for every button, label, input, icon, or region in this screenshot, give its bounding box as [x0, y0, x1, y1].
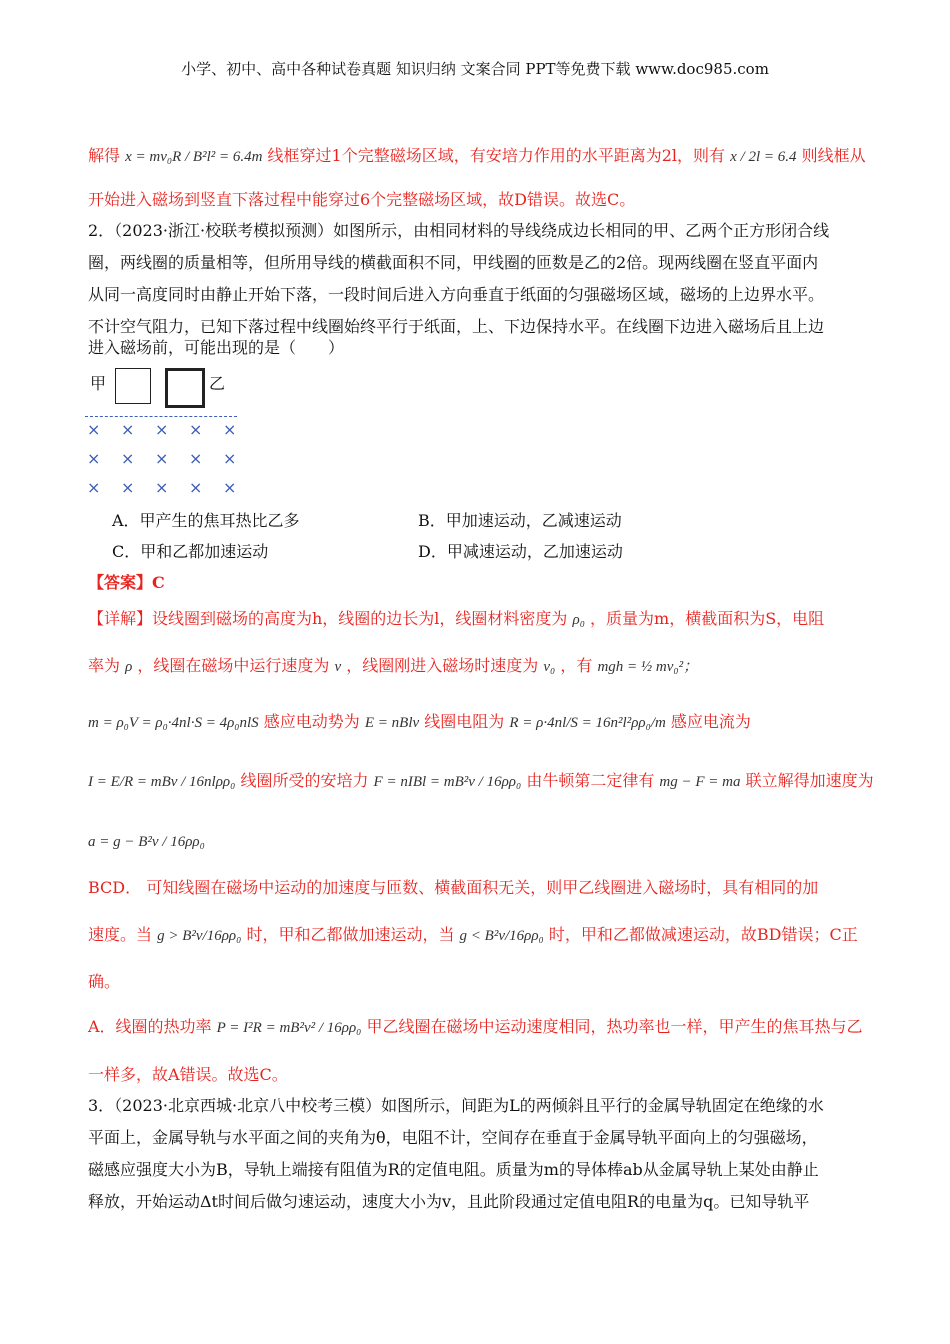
field-cross-icon: ×: [189, 478, 203, 497]
detail-text: ，线圈在磁场中运行速度为: [137, 656, 330, 675]
equation-condition-gt: g > B²v/16ρρ₀: [157, 928, 242, 944]
solution-text: 解得: [88, 146, 121, 165]
coil-yi: [165, 368, 205, 408]
detail-text: ，线圈刚进入磁场时速度为: [346, 656, 539, 675]
symbol-v: v: [334, 659, 342, 675]
field-cross-icon: ×: [87, 420, 101, 439]
field-cross-icon: ×: [121, 420, 135, 439]
detail-text: 时，甲和乙都做加速运动，当: [246, 925, 455, 944]
detail-text: 线圈所受的安培力: [240, 771, 369, 790]
detail-text: 感应电流为: [670, 712, 751, 731]
detail-line-8: 确。: [88, 972, 121, 991]
detail-line-9: [88, 1016, 863, 1039]
label-yi: 乙: [209, 374, 226, 393]
equation-condition-lt: g < B²v/16ρρ₀: [459, 928, 544, 944]
question-3-line-1: 3．（2023·北京西城·北京八中校考三模）如图所示，间距为L的两倾斜且平行的金属导轨固定在绝缘的水: [88, 1096, 824, 1115]
question-2-line-3: 从同一高度同时由静止开始下落，一段时间后进入方向垂直于纸面的匀强磁场区域，磁场的上边界水平。: [88, 285, 825, 304]
detail-text: 联立解得加速度为: [745, 771, 874, 790]
field-cross-icon: ×: [121, 449, 135, 468]
equation-ratio: x / 2l = 6.4: [730, 149, 797, 165]
option-b: B．甲加速运动，乙减速运动: [418, 511, 622, 530]
detail-text: 甲乙线圈在磁场中运动速度相同，热功率也一样，甲产生的焦耳热与乙: [366, 1017, 863, 1036]
solution-line-1: [88, 145, 866, 168]
detail-line-4: [88, 770, 874, 793]
detail-text: 时，甲和乙都做减速运动，故BD错误；C正: [548, 925, 858, 944]
equation-newton: mg − F = ma: [659, 774, 741, 790]
detail-text: 感应电动势为: [263, 712, 360, 731]
label-jia: 甲: [90, 374, 107, 393]
field-cross-icon: ×: [87, 478, 101, 497]
equation-emf: E = nBlv: [364, 715, 420, 731]
question-3-line-3: 磁感应强度大小为B，导轨上端接有阻值为R的定值电阻。质量为m的导体棒ab从金属导轨上某处由静止: [88, 1160, 819, 1179]
answer: 【答案】C: [88, 573, 165, 592]
field-cross-icon: ×: [223, 420, 237, 439]
detail-line-10: 一样多，故A错误。故选C。: [88, 1065, 288, 1084]
detail-text: 【详解】设线圈到磁场的高度为h，线圈的边长为l，线圈材料密度为: [88, 609, 568, 628]
equation-heat-power: P = I²R = mB²v² / 16ρρ₀: [216, 1020, 362, 1036]
equation-force: F = nIBl = mB²v / 16ρρ₀: [373, 774, 522, 790]
detail-line-6: BCD． 可知线圈在磁场中运动的加速度与匝数、横截面积无关，则甲乙线圈进入磁场时，具有相同的加: [88, 878, 819, 897]
detail-text: 率为: [88, 656, 121, 675]
field-cross-icon: ×: [189, 449, 203, 468]
question-2-line-4: 不计空气阻力，已知下落过程中线圈始终平行于纸面，上、下边保持水平。在线圈下边进入磁场后且上边: [88, 317, 825, 336]
detail-line-2: [88, 655, 698, 678]
question-2-line-5: 进入磁场前，可能出现的是（ ）: [88, 338, 345, 357]
coil-figure: [85, 365, 245, 500]
field-cross-icon: ×: [223, 478, 237, 497]
option-c: C．甲和乙都加速运动: [112, 542, 269, 561]
coil-jia: [115, 368, 151, 404]
page-header: 小学、初中、高中各种试卷真题 知识归纳 文案合同 PPT等免费下载 www.doc985.com: [181, 60, 769, 78]
option-a: A．甲产生的焦耳热比乙多: [112, 511, 300, 530]
detail-text: A．线圈的热功率: [88, 1017, 212, 1036]
field-cross-icon: ×: [121, 478, 135, 497]
field-cross-icon: ×: [155, 420, 169, 439]
equation-mass: m = ρ₀V = ρ₀·4nl·S = 4ρ₀nlS: [88, 715, 259, 731]
equation-resistance: R = ρ·4nl/S = 16n²l²ρρ₀/m: [509, 715, 666, 731]
field-cross-icon: ×: [155, 449, 169, 468]
detail-line-5: [88, 830, 205, 853]
equation-energy: mgh = ½ mv₀²；: [597, 659, 699, 675]
detail-line-3: [88, 711, 751, 734]
question-3-line-2: 平面上，金属导轨与水平面之间的夹角为θ，电阻不计，空间存在垂直于金属导轨平面向上的匀强磁场，: [88, 1128, 818, 1147]
solution-text: 则线框从: [801, 146, 866, 165]
detail-text: 速度。当: [88, 925, 153, 944]
equation-current: I = E/R = mBv / 16nlρρ₀: [88, 774, 236, 790]
symbol-v0: v₀: [543, 659, 556, 675]
solution-text: 线框穿过1个完整磁场区域，有安培力作用的水平距离为2l，则有: [267, 146, 726, 165]
symbol-rho0: ρ₀: [572, 612, 585, 628]
field-cross-icon: ×: [189, 420, 203, 439]
question-2-line-1: 2．（2023·浙江·校联考模拟预测）如图所示，由相同材料的导线绕成边长相同的甲、乙两个正方形闭合线: [88, 221, 830, 240]
detail-text: ，有: [560, 656, 593, 675]
equation-acceleration: a = g − B²v / 16ρρ₀: [88, 834, 205, 850]
detail-text: ，质量为m，横截面积为S，电阻: [590, 609, 825, 628]
solution-line-2: 开始进入磁场到竖直下落过程中能穿过6个完整磁场区域，故D错误。故选C。: [88, 190, 636, 209]
option-d: D．甲减速运动，乙加速运动: [418, 542, 623, 561]
equation-x: x = mv₀R / B²l² = 6.4m: [125, 149, 263, 165]
field-cross-icon: ×: [155, 478, 169, 497]
detail-line-1: [88, 608, 824, 631]
field-cross-icon: ×: [223, 449, 237, 468]
detail-text: 线圈电阻为: [424, 712, 505, 731]
question-3-line-4: 释放，开始运动Δt时间后做匀速运动，速度大小为v，且此阶段通过定值电阻R的电量为q。已知导轨平: [88, 1192, 810, 1211]
detail-text: 由牛顿第二定律有: [526, 771, 655, 790]
question-2-line-2: 圈，两线圈的质量相等，但所用导线的横截面积不同，甲线圈的匝数是乙的2倍。现两线圈在竖直平面内: [88, 253, 819, 272]
detail-line-7: [88, 924, 858, 947]
symbol-rho: ρ: [125, 659, 133, 675]
field-boundary: [85, 416, 237, 417]
field-cross-icon: ×: [87, 449, 101, 468]
